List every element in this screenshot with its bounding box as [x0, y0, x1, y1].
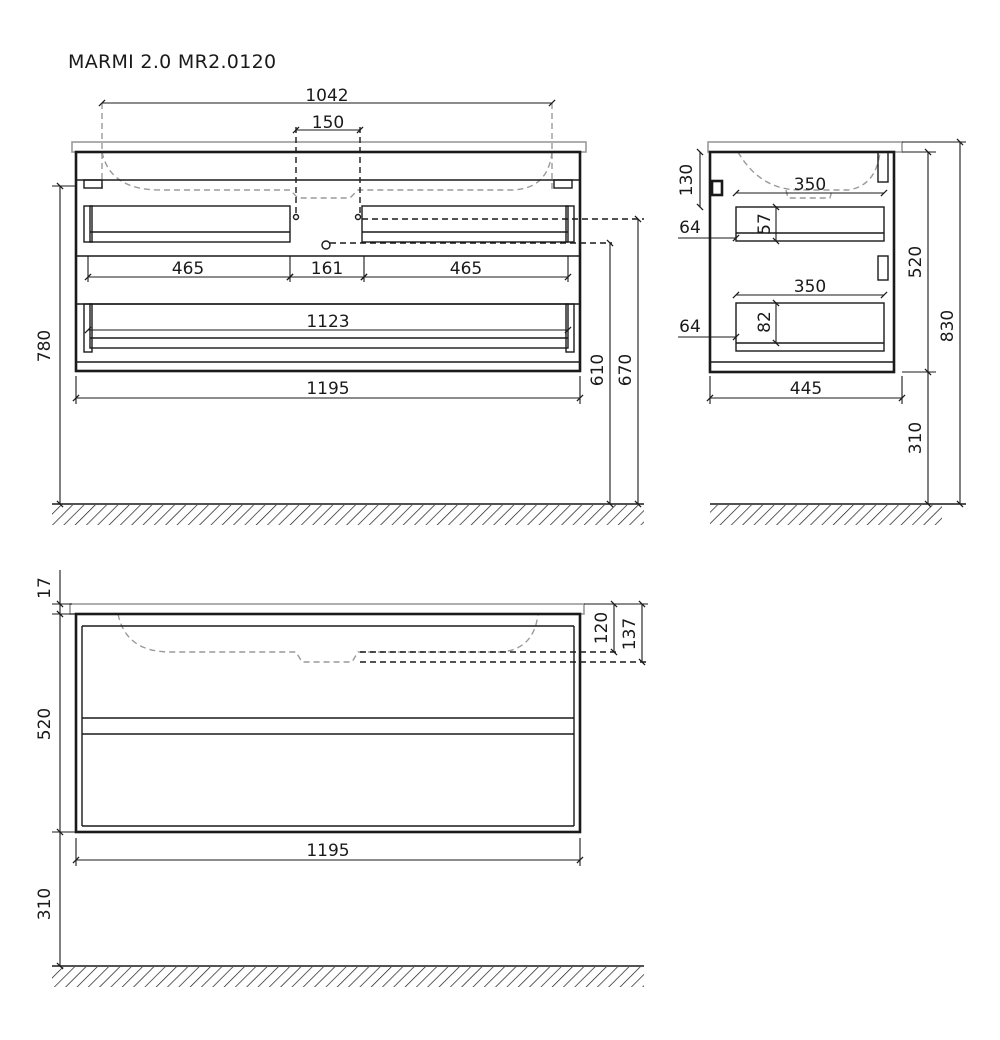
dim-465-right-label: 465	[449, 259, 483, 279]
rear-dim-310-label: 310	[35, 887, 55, 921]
rear-cabinet-body	[76, 614, 580, 832]
rear-dim-17-label: 17	[35, 577, 55, 599]
side-dim-520-label: 520	[906, 245, 926, 279]
dim-610-label: 610	[588, 353, 608, 387]
rear-dim-120-label: 120	[592, 611, 612, 645]
side-dim-350-top-label: 350	[793, 175, 827, 195]
side-floor-hatch	[710, 505, 942, 525]
basin-outline	[102, 152, 552, 198]
side-dim-830-label: 830	[938, 309, 958, 343]
rear-dim-520-label: 520	[35, 707, 55, 741]
side-countertop-outline	[708, 142, 902, 152]
side-view	[677, 142, 966, 525]
rear-view	[35, 570, 648, 987]
front-view	[35, 86, 644, 525]
upper-drawer-left	[90, 206, 290, 242]
side-dim-64-bottom-label: 64	[679, 317, 701, 337]
dim-150-label: 150	[311, 113, 345, 133]
rear-floor-hatch	[52, 967, 644, 987]
floor-hatch	[52, 505, 644, 525]
rear-countertop-outline	[70, 604, 584, 614]
side-dim-82-label: 82	[755, 311, 775, 333]
dim-161-label: 161	[310, 259, 344, 279]
dim-465-left-label: 465	[171, 259, 205, 279]
drawing-title: MARMI 2.0 MR2.0120	[68, 51, 277, 73]
countertop-outline	[72, 142, 586, 152]
rear-dim-1195-label: 1195	[306, 841, 350, 861]
side-dim-64-top-label: 64	[679, 218, 701, 238]
upper-drawer-right	[362, 206, 568, 242]
dim-1195-label: 1195	[306, 379, 350, 399]
side-dim-57-label: 57	[755, 213, 775, 235]
rear-dim-137-label: 137	[620, 617, 640, 651]
side-dim-130-label: 130	[677, 163, 697, 197]
dim-1042-label: 1042	[305, 86, 349, 106]
side-dim-445-label: 445	[789, 379, 823, 399]
dim-670-label: 670	[616, 353, 636, 387]
side-dim-350-bottom-label: 350	[793, 277, 827, 297]
side-dim-310-label: 310	[906, 421, 926, 455]
dim-1123-label: 1123	[306, 312, 350, 332]
dim-780-label: 780	[35, 329, 55, 363]
